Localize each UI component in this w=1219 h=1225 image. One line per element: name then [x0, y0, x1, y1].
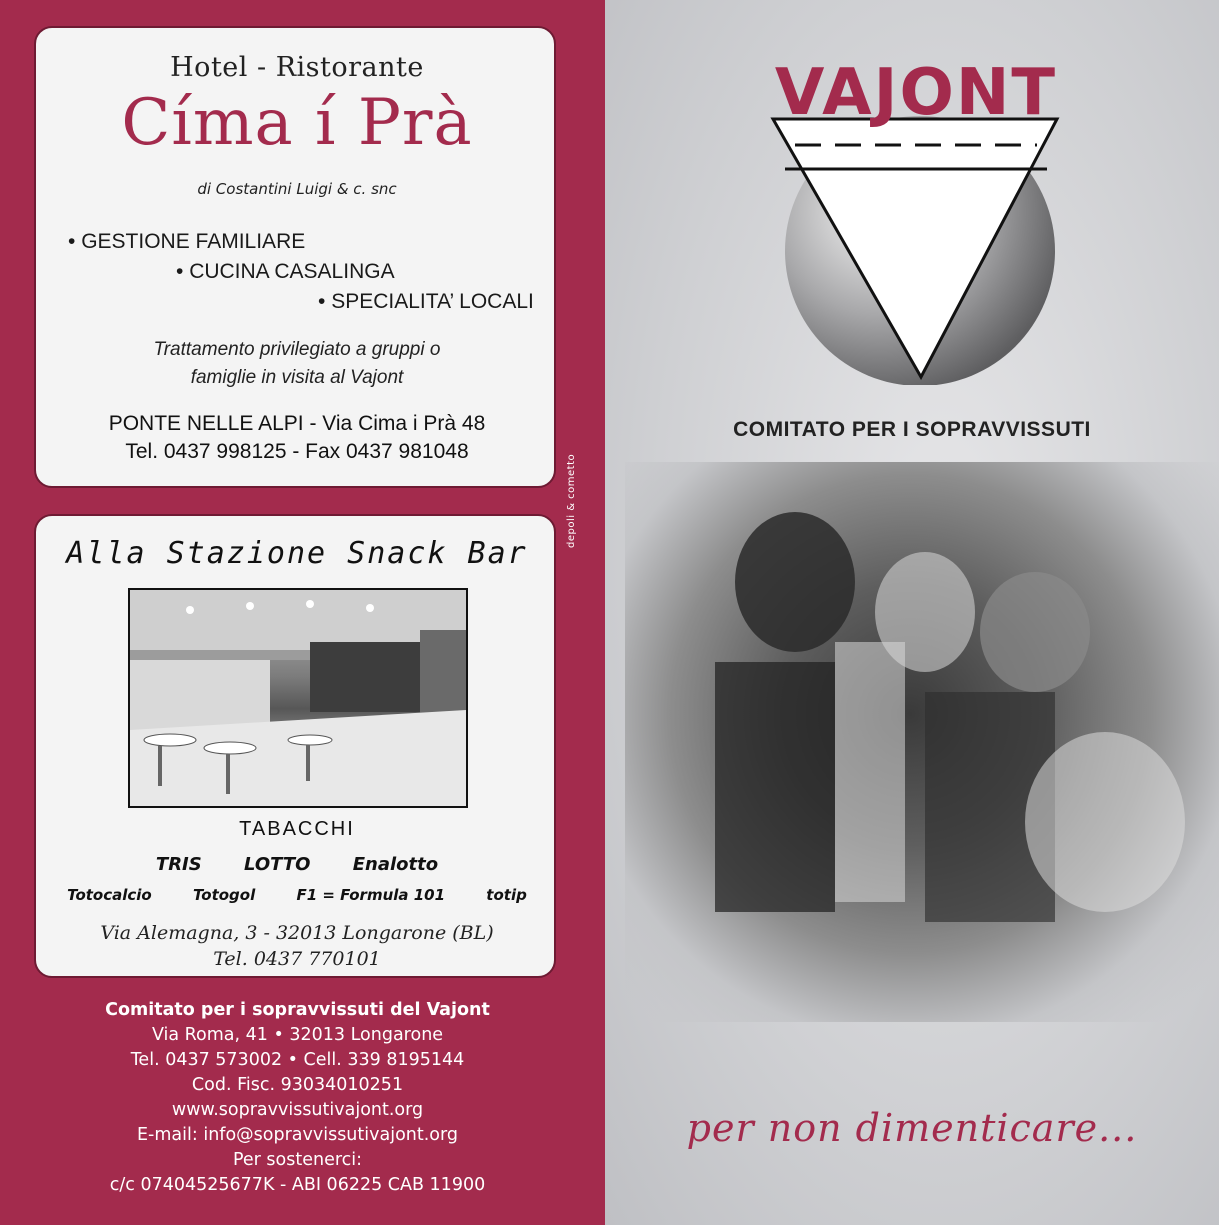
- committee-email: E-mail: info@sopravvissutivajont.org: [137, 1125, 458, 1145]
- hotel-name: Címa í Prà: [121, 86, 473, 160]
- hotel-bullet: • GESTIONE FAMILIARE: [68, 230, 305, 254]
- survivors-photo-illustration: [625, 462, 1219, 1022]
- tris-logo: TRIS: [155, 854, 202, 875]
- formula-logo: F1 = Formula 101: [296, 886, 446, 904]
- design-credit: depoli & cometto: [566, 453, 577, 548]
- left-panel: [0, 0, 605, 1225]
- cover-subtitle: COMITATO PER I SOPRAVVISSUTI: [733, 418, 1091, 441]
- totocalcio-logo: Totocalcio: [67, 886, 152, 904]
- committee-contacts: [0, 998, 595, 1198]
- bar-interior-illustration: [130, 590, 466, 806]
- cover-panel: [605, 0, 1219, 1225]
- vajont-logo-word: VAJONT: [774, 56, 1058, 130]
- committee-fiscal-code: Cod. Fisc. 93034010251: [191, 1075, 404, 1095]
- hotel-address: PONTE NELLE ALPI - Via Cima i Prà 48: [108, 412, 486, 435]
- hotel-subtitle: Hotel - Ristorante: [170, 52, 424, 83]
- cover-tagline: per non dimenticare...: [686, 1106, 1138, 1150]
- committee-support-label: Per sostenerci:: [232, 1150, 363, 1170]
- snack-bar-photo: [128, 588, 468, 808]
- hotel-note: [36, 336, 558, 392]
- lotto-logo: LOTTO: [244, 854, 311, 875]
- hotel-bullet: • SPECIALITA’ LOCALI: [318, 290, 534, 314]
- tabacchi-label: TABACCHI: [239, 818, 355, 840]
- hotel-bullet: • CUCINA CASALINGA: [176, 260, 395, 284]
- hotel-address-block: [36, 410, 558, 466]
- enalotto-logo: Enalotto: [352, 854, 439, 875]
- snack-bar-title: Alla Stazione Snack Bar: [66, 536, 528, 571]
- snack-address-block: [36, 920, 558, 972]
- totogol-logo: Totogol: [192, 886, 256, 904]
- committee-phones: Tel. 0437 573002 • Cell. 339 8195144: [130, 1050, 465, 1070]
- hotel-owner: di Costantini Luigi & c. snc: [197, 180, 397, 198]
- committee-bank: c/c 07404525677K - ABI 06225 CAB 11900: [109, 1175, 486, 1195]
- totip-logo: totip: [486, 886, 527, 904]
- snack-bar-ad-card: [34, 514, 556, 978]
- snack-phone: Tel. 0437 770101: [213, 948, 381, 970]
- committee-address: Via Roma, 41 • 32013 Longarone: [151, 1025, 444, 1045]
- game-logos-row-1: [36, 854, 558, 875]
- game-logos-row-2: [36, 886, 558, 904]
- hotel-ad-card: [34, 26, 556, 488]
- snack-address: Via Alemagna, 3 - 32013 Longarone (BL): [100, 922, 494, 944]
- committee-website: www.sopravvissutivajont.org: [171, 1100, 424, 1120]
- committee-title: Comitato per i sopravvissuti del Vajont: [105, 1000, 490, 1020]
- hotel-contacts: Tel. 0437 998125 - Fax 0437 981048: [125, 440, 469, 463]
- hotel-note-text: Trattamento privilegiato a gruppi o famiglie in visita al Vajont: [153, 339, 441, 388]
- survivors-photo: [625, 462, 1219, 1022]
